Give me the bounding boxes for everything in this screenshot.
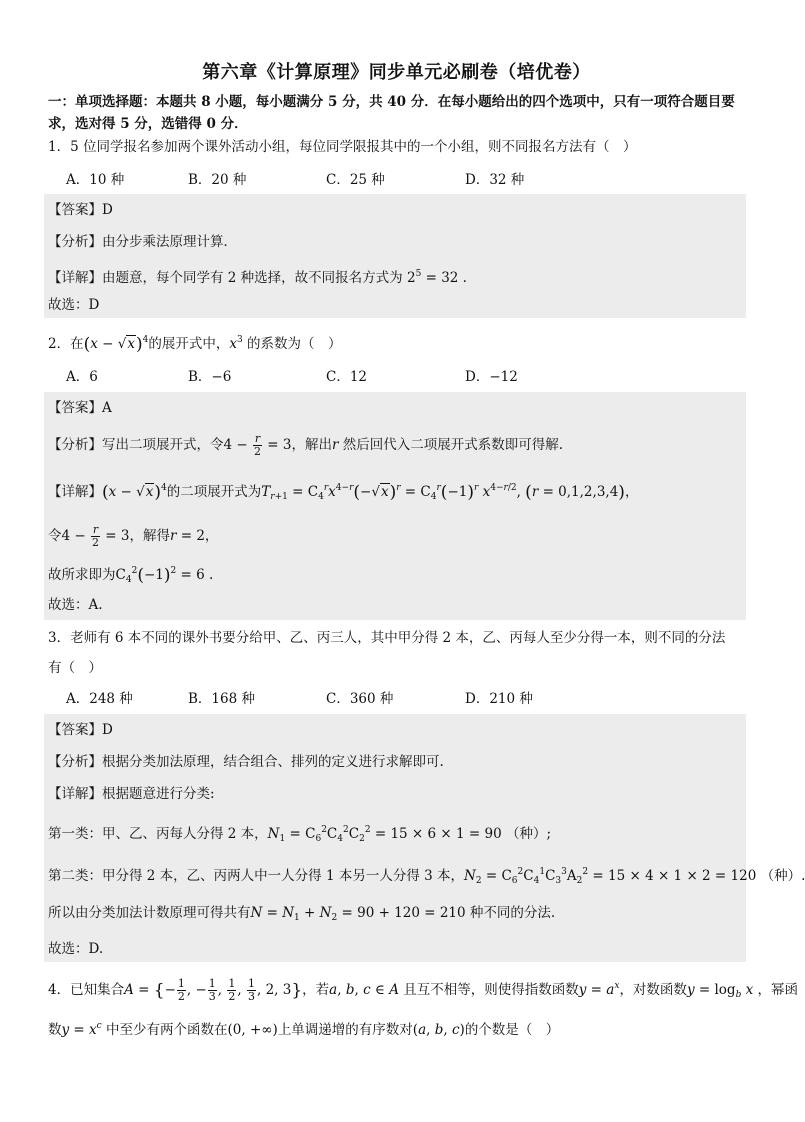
question-3-detail: 【详解】根据题意进行分类: bbox=[48, 786, 215, 802]
question-1-solution-box bbox=[44, 194, 746, 318]
question-3-option-b: B．168 种 bbox=[188, 691, 255, 707]
question-1-detail: 【详解】由题意，每个同学有 2 种选择，故不同报名方式为 $2^5 = 32$ . bbox=[48, 269, 467, 286]
question-2-answer: 【答案】A bbox=[48, 400, 112, 416]
question-2-option-c: C．12 bbox=[326, 369, 368, 385]
question-2-option-d: D．−12 bbox=[465, 369, 518, 385]
question-3-case-2: 第二类：甲分得 2 本，乙、丙两人中一人分得 1 本另一人分得 3 本，$N_2 = C_6^2C_4^1C_3^3A_2^2 = 15 \times 4 \times 1 \times 2 = 120$ （种）. bbox=[48, 867, 805, 886]
question-3-stem-line1: 3．老师有 6 本不同的课外书要分给甲、乙、丙三人，其中甲分得 2 本，乙、丙每人至少分得一本，则不同的分法 bbox=[48, 630, 726, 646]
question-3-case-1: 第一类：甲、乙、丙每人分得 2 本，$N_1 = C_6^2C_4^2C_2^2 = 15 \times 6 \times 1 = 90$ （种）; bbox=[48, 825, 552, 844]
question-3-option-d: D．210 种 bbox=[465, 691, 533, 707]
question-3-option-a: A．248 种 bbox=[66, 691, 133, 707]
question-3-choice: 故选：D. bbox=[48, 941, 104, 957]
question-3-analysis: 【分析】根据分类加法原理，结合组合、排列的定义进行求解即可. bbox=[48, 754, 444, 770]
question-2-let: 令4 − $\frac{r}{2}$ = 3，解得r = 2， bbox=[48, 523, 219, 549]
question-2-stem: 2．在$(x - √x)^4$的展开式中，$x^3$ 的系数为（ ） bbox=[48, 334, 342, 355]
question-2-option-a: A．6 bbox=[66, 369, 98, 385]
question-3-option-c: C．360 种 bbox=[326, 691, 394, 707]
question-3-total: 所以由分类加法计数原理可得共有$N = N_1 + N_2 = 90 + 120 = 210$ 种不同的分法. bbox=[48, 905, 556, 923]
question-1-option-a: A．10 种 bbox=[66, 172, 125, 188]
question-2-result: 故所求即为$C_4^2(-1)^2 = 6$ . bbox=[48, 565, 214, 586]
question-2-analysis: 【分析】写出二项展开式，令4 − $\frac{r}{2}$ = 3，解出r 然后回代入二项展开式系数即可得解. bbox=[48, 432, 564, 458]
question-3-stem-line2: 有（ ） bbox=[48, 660, 102, 676]
question-1-option-b: B．20 种 bbox=[188, 172, 247, 188]
question-1-stem: 1．5 位同学报名参加两个课外活动小组，每位同学限报其中的一个小组，则不同报名方法有（ ） bbox=[48, 139, 637, 155]
question-2-option-b: B．−6 bbox=[188, 369, 232, 385]
section-heading-line1: 一：单项选择题：本题共 8 小题，每小题满分 5 分，共 40 分．在每小题给出的四个选项中，只有一项符合题目要 bbox=[48, 94, 735, 110]
question-1-analysis: 【分析】由分步乘法原理计算． bbox=[48, 234, 237, 250]
question-4-stem-line2: 数$y = x^c$ 中至少有两个函数在(0, +∞)上单调递增的有序数对(a, b, c)的个数是（ ） bbox=[48, 1021, 560, 1038]
question-1-answer: 【答案】D bbox=[48, 202, 113, 218]
question-1-option-c: C．25 种 bbox=[326, 172, 385, 188]
question-2-choice: 故选：A. bbox=[48, 597, 103, 613]
question-4-stem-line1: 4．已知集合A = {− $\frac{1}{2}$ , − $\frac{1}{3}$ , $\frac{1}{2}$ , $\frac{1}{3}$ , 2, 3}，若a, b, c ∈ A 且互不相等，则使得指数函数$y = a^x$，对数函数$y = \log_b x$ ，幂函 bbox=[48, 977, 799, 1003]
document-title: 第六章《计算原理》同步单元必刷卷（培优卷） bbox=[202, 62, 591, 83]
question-1-choice: 故选：D bbox=[48, 297, 100, 313]
question-2-detail: 【详解】$(x - √x)^4$的二项展开式为$T_{r+1} = C_4^rx^{4-r}(-√x)^r = C_4^r(-1)^r$ $x^{4-r/2}$, (r = 0,1,2,3,4)， bbox=[48, 482, 639, 503]
question-3-answer: 【答案】D bbox=[48, 722, 113, 738]
question-1-option-d: D．32 种 bbox=[465, 172, 525, 188]
section-heading-line2: 求，选对得 5 分，选错得 0 分． bbox=[48, 116, 248, 132]
